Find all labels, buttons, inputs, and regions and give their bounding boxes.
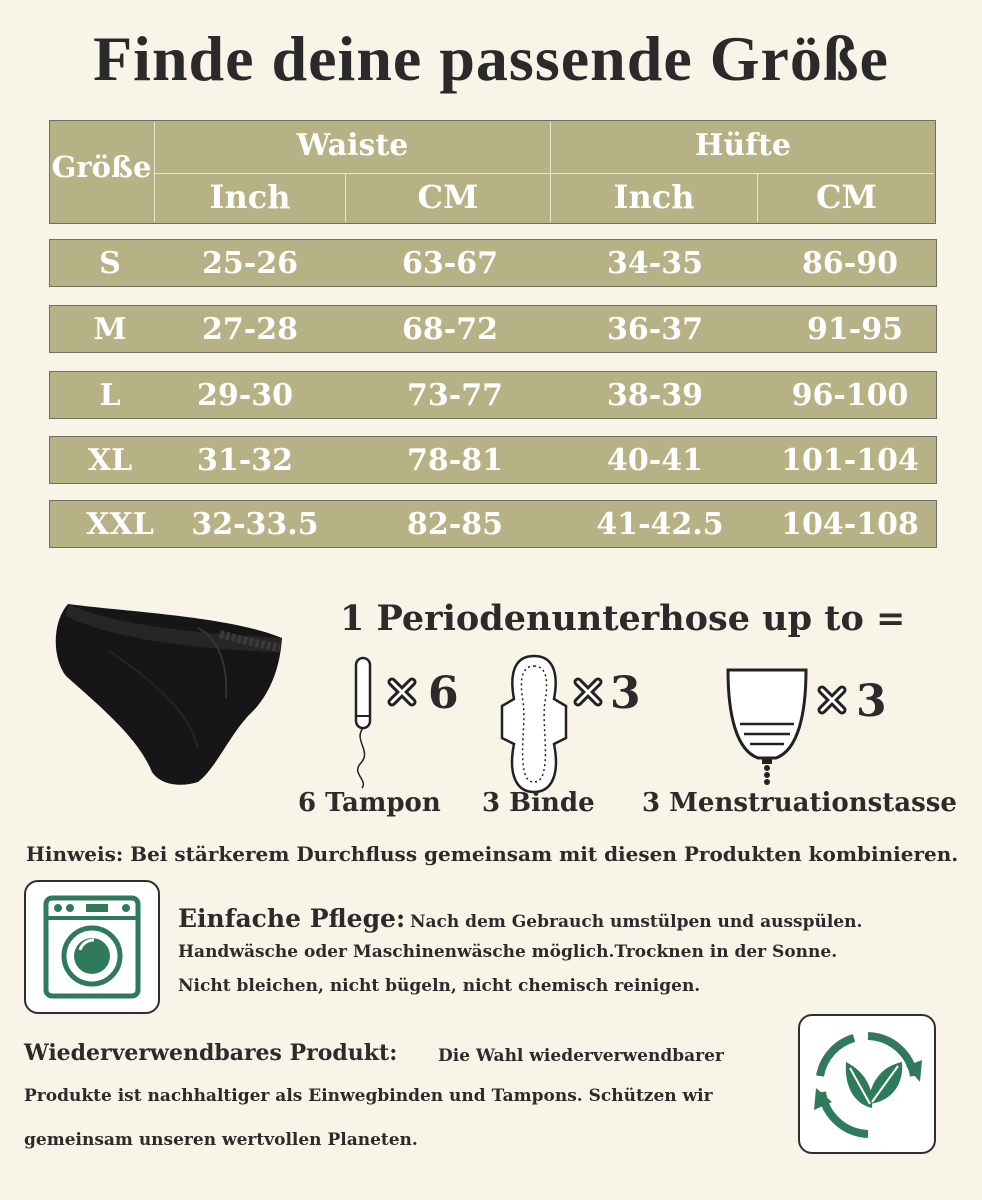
row-size: M — [93, 312, 127, 347]
period-underwear-image — [48, 598, 288, 788]
care-line-3: Nicht bleichen, nicht bügeln, nicht chemisch reinigen. — [178, 976, 701, 996]
care-line-1: Nach dem Gebrauch umstülpen und ausspülen. — [410, 912, 863, 932]
row-size: XL — [87, 443, 133, 478]
header-hip-cm: CM — [816, 178, 877, 216]
header-waist: Waiste — [296, 128, 409, 163]
table-row — [49, 500, 937, 548]
row-hip-cm: 86-90 — [802, 246, 898, 281]
row-hip-inch: 41-42.5 — [596, 507, 724, 542]
pad-icon — [498, 654, 570, 794]
table-row — [49, 305, 937, 353]
pad-multiplier: 3 — [610, 668, 641, 719]
row-waist-inch: 32-33.5 — [191, 507, 319, 542]
row-hip-inch: 34-35 — [607, 246, 703, 281]
capacity-heading: 1 Periodenunterhose up to = — [340, 598, 906, 639]
tampon-multiplier: 6 — [428, 668, 459, 719]
recycle-leaf-icon — [810, 1026, 926, 1144]
row-hip-inch: 40-41 — [607, 443, 703, 478]
row-hip-cm: 104-108 — [781, 507, 919, 542]
row-hip-inch: 36-37 — [607, 312, 703, 347]
cup-multiplier: 3 — [856, 676, 887, 727]
menstrual-cup-icon — [724, 664, 810, 788]
table-row — [49, 436, 937, 484]
reuse-line-1: Die Wahl wiederverwendbarer — [438, 1046, 724, 1066]
care-heading: Einfache Pflege: — [178, 904, 406, 933]
row-hip-inch: 38-39 — [607, 378, 703, 413]
multiply-icon — [572, 676, 604, 708]
recycle-icon-frame — [798, 1014, 936, 1154]
washing-machine-icon — [42, 894, 142, 1000]
row-waist-inch: 31-32 — [197, 443, 293, 478]
row-waist-inch: 27-28 — [202, 312, 298, 347]
row-size: L — [99, 378, 121, 413]
row-waist-cm: 73-77 — [407, 378, 503, 413]
row-waist-inch: 29-30 — [197, 378, 293, 413]
row-hip-cm: 91-95 — [807, 312, 903, 347]
header-hip-inch: Inch — [613, 178, 695, 216]
page-title: Finde deine passende Größe — [93, 23, 889, 94]
cup-label: 3 Menstruationstasse — [642, 788, 957, 818]
row-waist-inch: 25-26 — [202, 246, 298, 281]
header-size: Größe — [51, 150, 152, 184]
header-waist-cm: CM — [417, 178, 479, 216]
row-hip-cm: 96-100 — [791, 378, 909, 413]
row-waist-cm: 68-72 — [402, 312, 498, 347]
pad-label: 3 Binde — [482, 788, 595, 818]
row-waist-cm: 78-81 — [407, 443, 503, 478]
row-size: S — [99, 246, 121, 281]
header-hip: Hüfte — [694, 128, 791, 163]
table-row — [49, 239, 937, 287]
table-row — [49, 371, 937, 419]
row-size: XXL — [86, 507, 154, 542]
row-hip-cm: 101-104 — [781, 443, 919, 478]
reuse-line-3: gemeinsam unseren wertvollen Planeten. — [24, 1130, 418, 1150]
multiply-icon — [816, 684, 848, 716]
row-waist-cm: 82-85 — [407, 507, 503, 542]
tampon-label: 6 Tampon — [298, 788, 441, 818]
multiply-icon — [386, 676, 418, 708]
header-waist-inch: Inch — [209, 178, 291, 216]
washing-machine-icon-frame — [24, 880, 160, 1014]
tampon-icon — [348, 656, 378, 791]
row-waist-cm: 63-67 — [402, 246, 498, 281]
reuse-line-2: Produkte ist nachhaltiger als Einwegbinden und Tampons. Schützen wir — [24, 1086, 713, 1106]
care-line-2: Handwäsche oder Maschinenwäsche möglich.Trocknen in der Sonne. — [178, 942, 838, 962]
hint-text: Hinweis: Bei stärkerem Durchfluss gemeinsam mit diesen Produkten kombinieren. — [26, 842, 959, 866]
reuse-heading: Wiederverwendbares Produkt: — [24, 1040, 398, 1066]
